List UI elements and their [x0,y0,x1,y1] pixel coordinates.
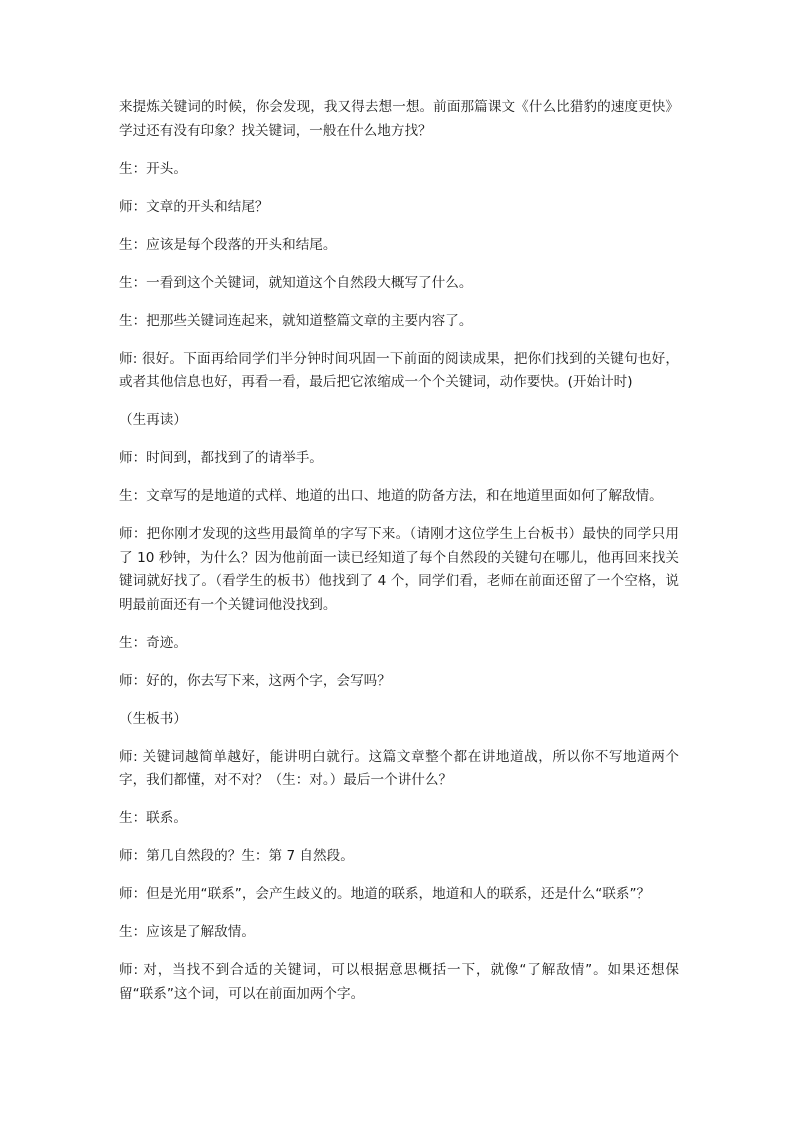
paragraph: 师：第几自然段的？生：第 7 自然段。 [119,848,354,864]
paragraph: 师：文章的开头和结尾？ [119,198,269,215]
paragraph: 师: 对，当找不到合适的关键词，可以根据意思概括一下，就像“了解敌情”。如果还想保留“联系”这个词，可以在前面加两个字。 [119,962,679,1002]
paragraph: 师：把你刚才发现的这些用最简单的字写下来。（请刚才这位学生上台板书）最快的同学只用了 10 秒钟，为什么？因为他前面一读已经知道了每个自然段的关键句在哪儿，他再回来找关键词就好找了。（看学生的板书）他找到了 4 个，同学们看，老师在前面还留了一个空格，说明最前面还有一个关键词他没找到。 [119,526,679,613]
paragraph: 生：开头。 [119,160,187,177]
paragraph: 师: 很好。下面再给同学们半分钟时间巩固一下前面的阅读成果，把你们找到的关键句也好，或者其他信息也好，再看一看，最后把它浓缩成一个个关键词，动作要快。(开始计时) [119,350,679,390]
paragraph: 生：把那些关键词连起来，就知道整篇文章的主要内容了。 [119,312,473,329]
document-page [119,96,679,1021]
paragraph: 来提炼关键词的时候，你会发现，我又得去想一想。前面那篇课文《什么比猎豹的速度更快》学过还有没有印象？找关键词，一般在什么地方找？ [119,99,679,139]
paragraph: （生板书） [119,710,187,727]
paragraph: 师：好的，你去写下来，这两个字，会写吗？ [119,672,391,689]
paragraph: 生：奇迹。 [119,634,187,651]
paragraph: 生：一看到这个关键词，就知道这个自然段大概写了什么。 [119,274,473,291]
paragraph: 师: 关键词越简单越好，能讲明白就行。这篇文章整个都在讲地道战，所以你不写地道两个字，我们都懂，对不对？（生：对。）最后一个讲什么？ [119,748,679,788]
paragraph: 师：但是光用“联系”，会产生歧义的。地道的联系，地道和人的联系，还是什么“联系”？ [119,886,651,902]
paragraph: 生：应该是每个段落的开头和结尾。 [119,236,337,253]
paragraph: 生：联系。 [119,810,187,826]
paragraph: 师：时间到，都找到了的请举手。 [119,450,323,466]
paragraph: （生再读） [119,412,187,428]
paragraph: 生：应该是了解敌情。 [119,924,255,940]
paragraph: 生：文章写的是地道的式样、地道的出口、地道的防备方法，和在地道里面如何了解敌情。 [119,488,663,504]
